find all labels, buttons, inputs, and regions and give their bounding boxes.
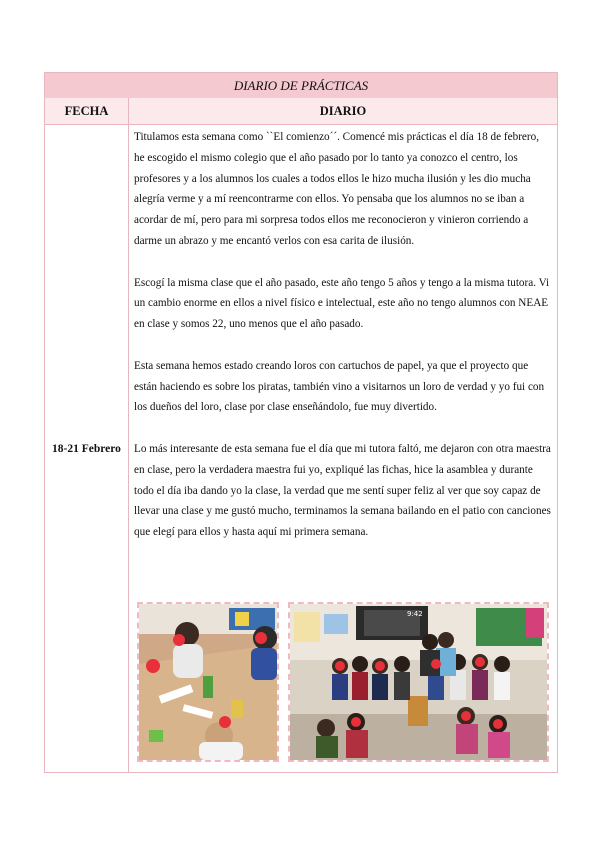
column-header-diario: DIARIO <box>319 103 367 118</box>
paragraph: Esta semana hemos estado creando loros con cartuchos de papel, ya que el proyecto que están haciendo es sobre los piratas, también vino a visitarnos un loro de verdad y yo fui con los dueños del loro, clase por clase enseñándolo, fue muy divertido. <box>134 359 545 414</box>
paragraph: Escogí la misma clase que el año pasado, este año tengo 5 años y tengo a la misma tutora. Vi un cambio enorme en ellos a nivel físico e intelectual, este año no tengo alumnos con NEAE en clase y somos 22, uno menos que el año pasado. <box>134 276 550 331</box>
class-group-photo-image <box>290 604 547 760</box>
entry-date: 18-21 Febrero <box>45 125 129 772</box>
paragraph: Titulamos esta semana como ``El comienzo´´. Comencé mis prácticas el día 18 de febrero, he escogido el mismo colegio que el año pasado por lo tanto ya conozco el centro, los profesores y a los alumnos los cuales a todos ellos le hizo mucha ilusión y les dio mucha alegría verme y a mí reencontrarme con ellos. Yo pensaba que los alumnos no se iban a acordar de mí, pero para mi sorpresa todos ellos me reconocieron y vinieron corriendo a darme un abrazo y me encantó verlos con esa carita de ilusión. <box>134 131 540 247</box>
paragraph: Lo más interesante de esta semana fue el día que mi tutora faltó, me dejaron con otra maestra en clase, pero la verdadera maestra fui yo, expliqué las fichas, hice la asamblea y durante todo el día iba dando yo la clase, la verdad que me sentí super feliz al ver que soy capaz de llevar una clase y me gustó mucho, terminamos la semana bailando en el patio con canciones que elegí para ellos y hasta aquí mi primera semana. <box>134 442 551 539</box>
clock-display: 9:42 <box>407 610 423 618</box>
diary-table <box>44 72 558 773</box>
crafting-photo-image <box>139 604 277 760</box>
table-title: DIARIO DE PRÁCTICAS <box>45 73 557 99</box>
header-row <box>45 98 557 125</box>
entry-text <box>134 127 552 564</box>
photo-strip <box>137 602 549 762</box>
column-header-fecha: FECHA <box>45 98 129 124</box>
photo-class-group <box>288 602 549 762</box>
photo-crafting-table <box>137 602 279 762</box>
